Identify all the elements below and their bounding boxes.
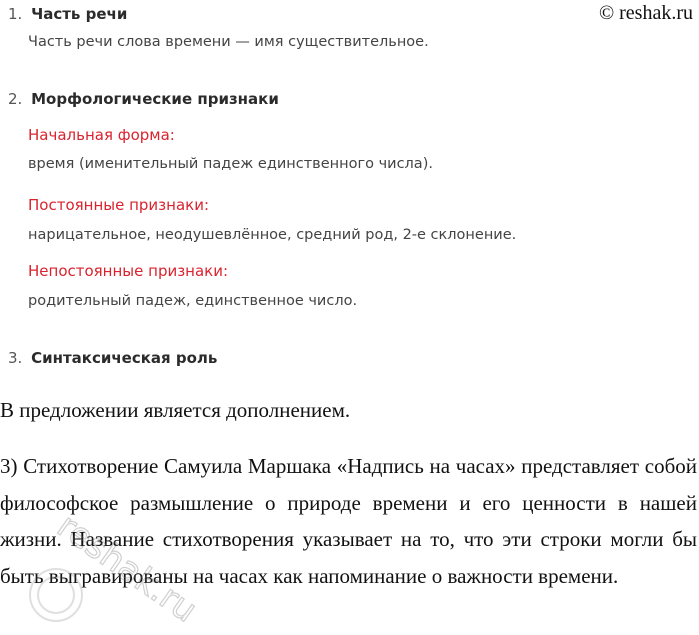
initial-form-text: время (именительный падеж единственного числа). (28, 156, 433, 172)
analysis-item-morphology (8, 89, 628, 309)
item-number: 2. (8, 90, 23, 108)
variable-features-label: Непостоянные признаки: (28, 262, 229, 280)
item-text: Часть речи слова времени — имя существительное. (28, 34, 429, 50)
watermark-text: © reshak.ru (598, 2, 693, 24)
poem-paragraph: 3) Стихотворение Самуила Маршака «Надпись на часах» представляет собой философское размышление о природе времени и его ценности в нашей жизни. Название стихотворения указывает на то, что эти строки могли бы быть выгравированы на часах как напоминание о важности времени. (0, 454, 697, 588)
analysis-item-part-of-speech (8, 4, 628, 50)
constant-features-label: Постоянные признаки: (28, 196, 210, 214)
item-number: 3. (8, 349, 23, 367)
item-title: Синтаксическая роль (31, 349, 218, 367)
initial-form-label: Начальная форма: (28, 126, 175, 144)
syntax-sentence: В предложении является дополнением. (0, 398, 351, 422)
item-number: 1. (8, 5, 23, 23)
item-title: Морфологические признаки (31, 90, 279, 108)
analysis-item-syntax (8, 348, 628, 368)
item-title: Часть речи (31, 5, 128, 23)
stamp-text: reshak.ru (49, 505, 205, 631)
variable-features-text: родительный падеж, единственное число. (28, 293, 358, 309)
constant-features-text: нарицательное, неодушевлённое, средний род, 2-е склонение. (28, 227, 517, 243)
